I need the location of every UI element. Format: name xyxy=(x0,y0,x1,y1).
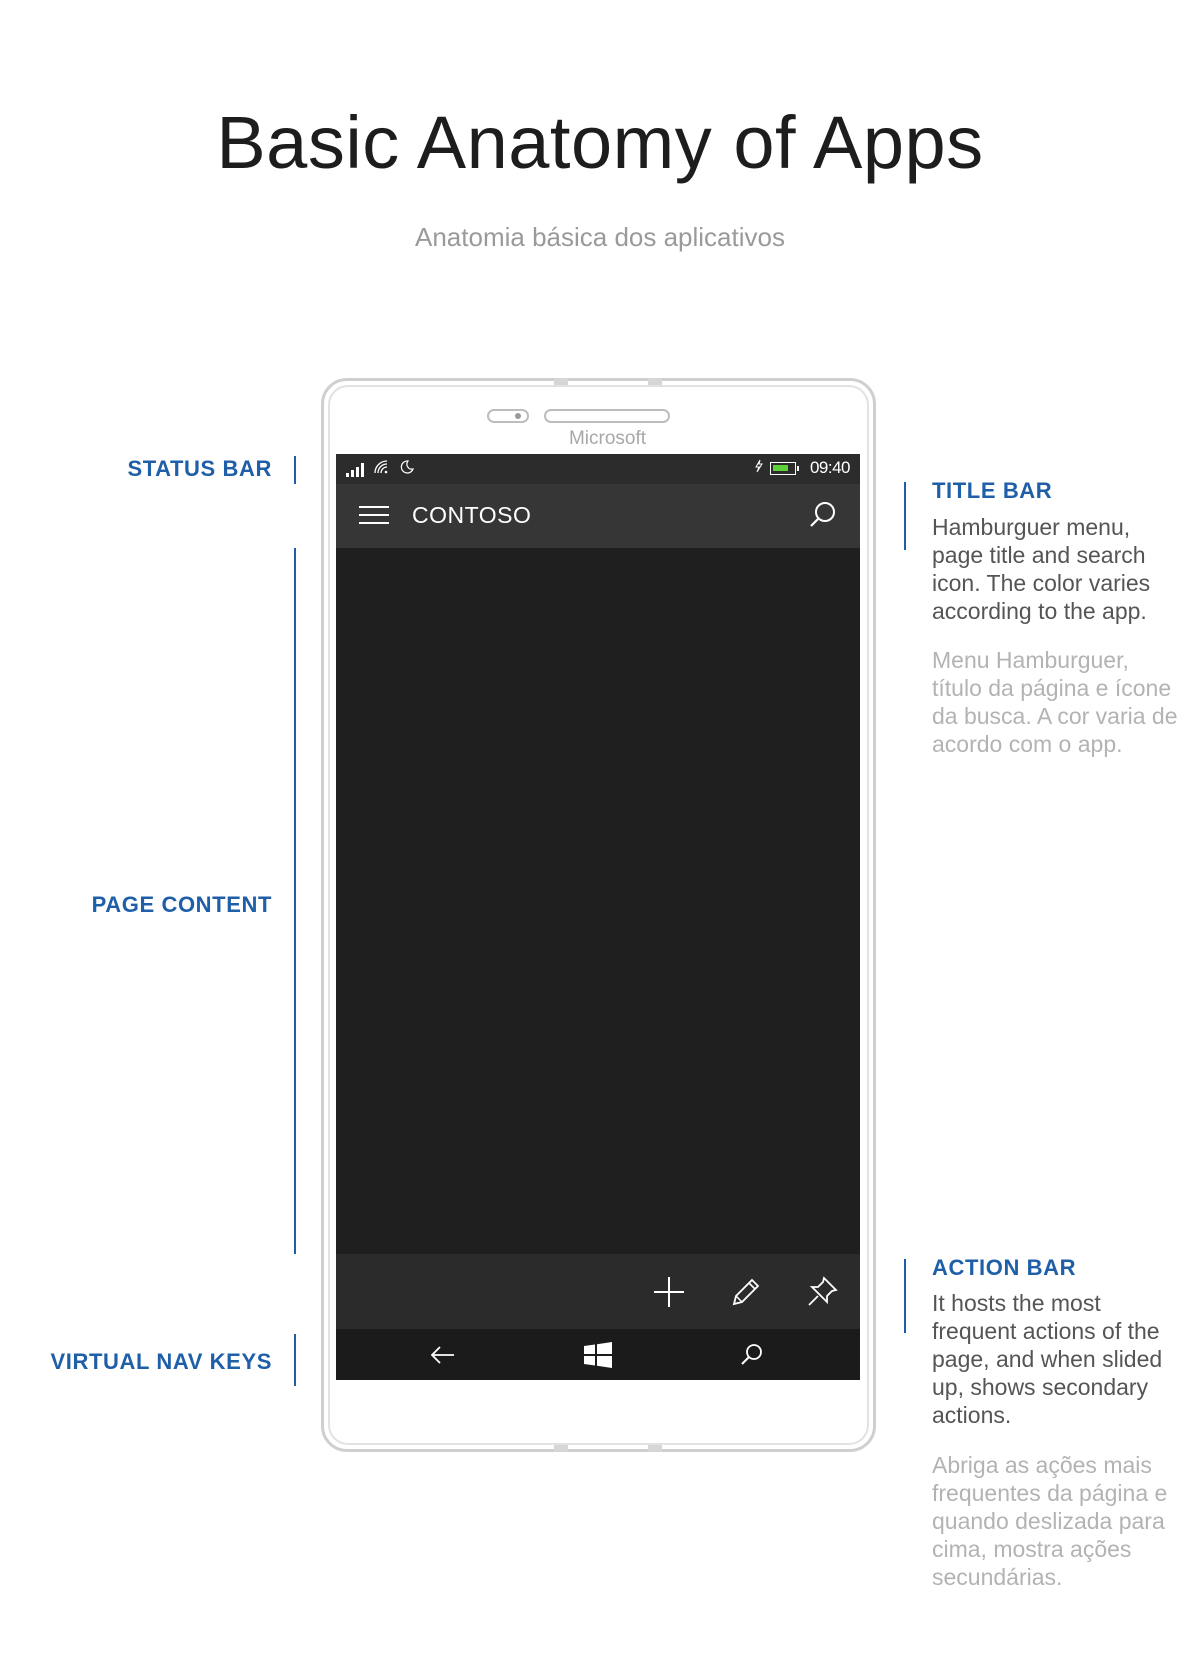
status-bar-label: STATUS BAR xyxy=(127,456,272,481)
status-bar xyxy=(336,454,860,484)
search-icon[interactable] xyxy=(806,498,840,532)
page-content-label: PAGE CONTENT xyxy=(91,892,272,917)
title-bar-description-en: Hamburguer menu, page title and search icon. The color varies according to the app. xyxy=(932,514,1151,624)
front-camera xyxy=(487,409,529,423)
title-bar xyxy=(336,484,860,548)
phone-top-button-right xyxy=(648,378,662,385)
app-title: CONTOSO xyxy=(412,502,532,528)
charging-icon xyxy=(754,459,764,478)
pin-icon[interactable] xyxy=(802,1272,842,1312)
status-time: 09:40 xyxy=(809,458,850,477)
edit-icon[interactable] xyxy=(726,1272,766,1312)
earpiece-speaker xyxy=(544,409,670,423)
hamburger-icon[interactable] xyxy=(359,506,389,526)
add-icon[interactable] xyxy=(649,1272,689,1312)
phone-top-button-left xyxy=(554,378,568,385)
title-bar-label: TITLE BAR xyxy=(932,478,1053,503)
windows-start-icon[interactable] xyxy=(581,1339,615,1371)
phone-bottom-button-left xyxy=(554,1445,568,1452)
title-bar-description-pt: Menu Hamburguer, título da página e ícone da busca. A cor varia de acordo com o app. xyxy=(932,647,1178,757)
page-subtitle: Anatomia básica dos aplicativos xyxy=(415,222,785,252)
phone-screen xyxy=(336,454,860,1380)
wifi-icon xyxy=(374,460,390,479)
virtual-nav-keys-label: VIRTUAL NAV KEYS xyxy=(50,1349,272,1374)
page-content-area[interactable] xyxy=(336,548,860,1254)
virtual-nav-keys-bracket xyxy=(294,1334,296,1386)
phone-bottom-button-right xyxy=(648,1445,662,1452)
action-bar-description-pt: Abriga as ações mais frequentes da página e quando deslizada para cima, mostra ações secundárias. xyxy=(932,1452,1168,1590)
brand-logo-text: Microsoft xyxy=(568,428,647,449)
search-icon[interactable] xyxy=(734,1339,768,1371)
page-content-bracket xyxy=(294,548,296,1254)
virtual-nav-keys xyxy=(336,1329,860,1380)
action-bar-label: ACTION BAR xyxy=(932,1255,1077,1280)
action-bar-bracket xyxy=(904,1259,906,1333)
battery-icon xyxy=(770,462,796,475)
signal-icon xyxy=(346,463,364,477)
title-bar-bracket xyxy=(904,482,906,550)
quiet-hours-icon xyxy=(400,460,414,479)
status-bar-bracket xyxy=(294,456,296,484)
action-bar xyxy=(336,1254,860,1329)
action-bar-description-en: It hosts the most frequent actions of the page, and when slided up, shows secondary actions. xyxy=(932,1290,1163,1428)
page-title: Basic Anatomy of Apps xyxy=(216,101,984,184)
back-icon[interactable] xyxy=(426,1339,460,1371)
